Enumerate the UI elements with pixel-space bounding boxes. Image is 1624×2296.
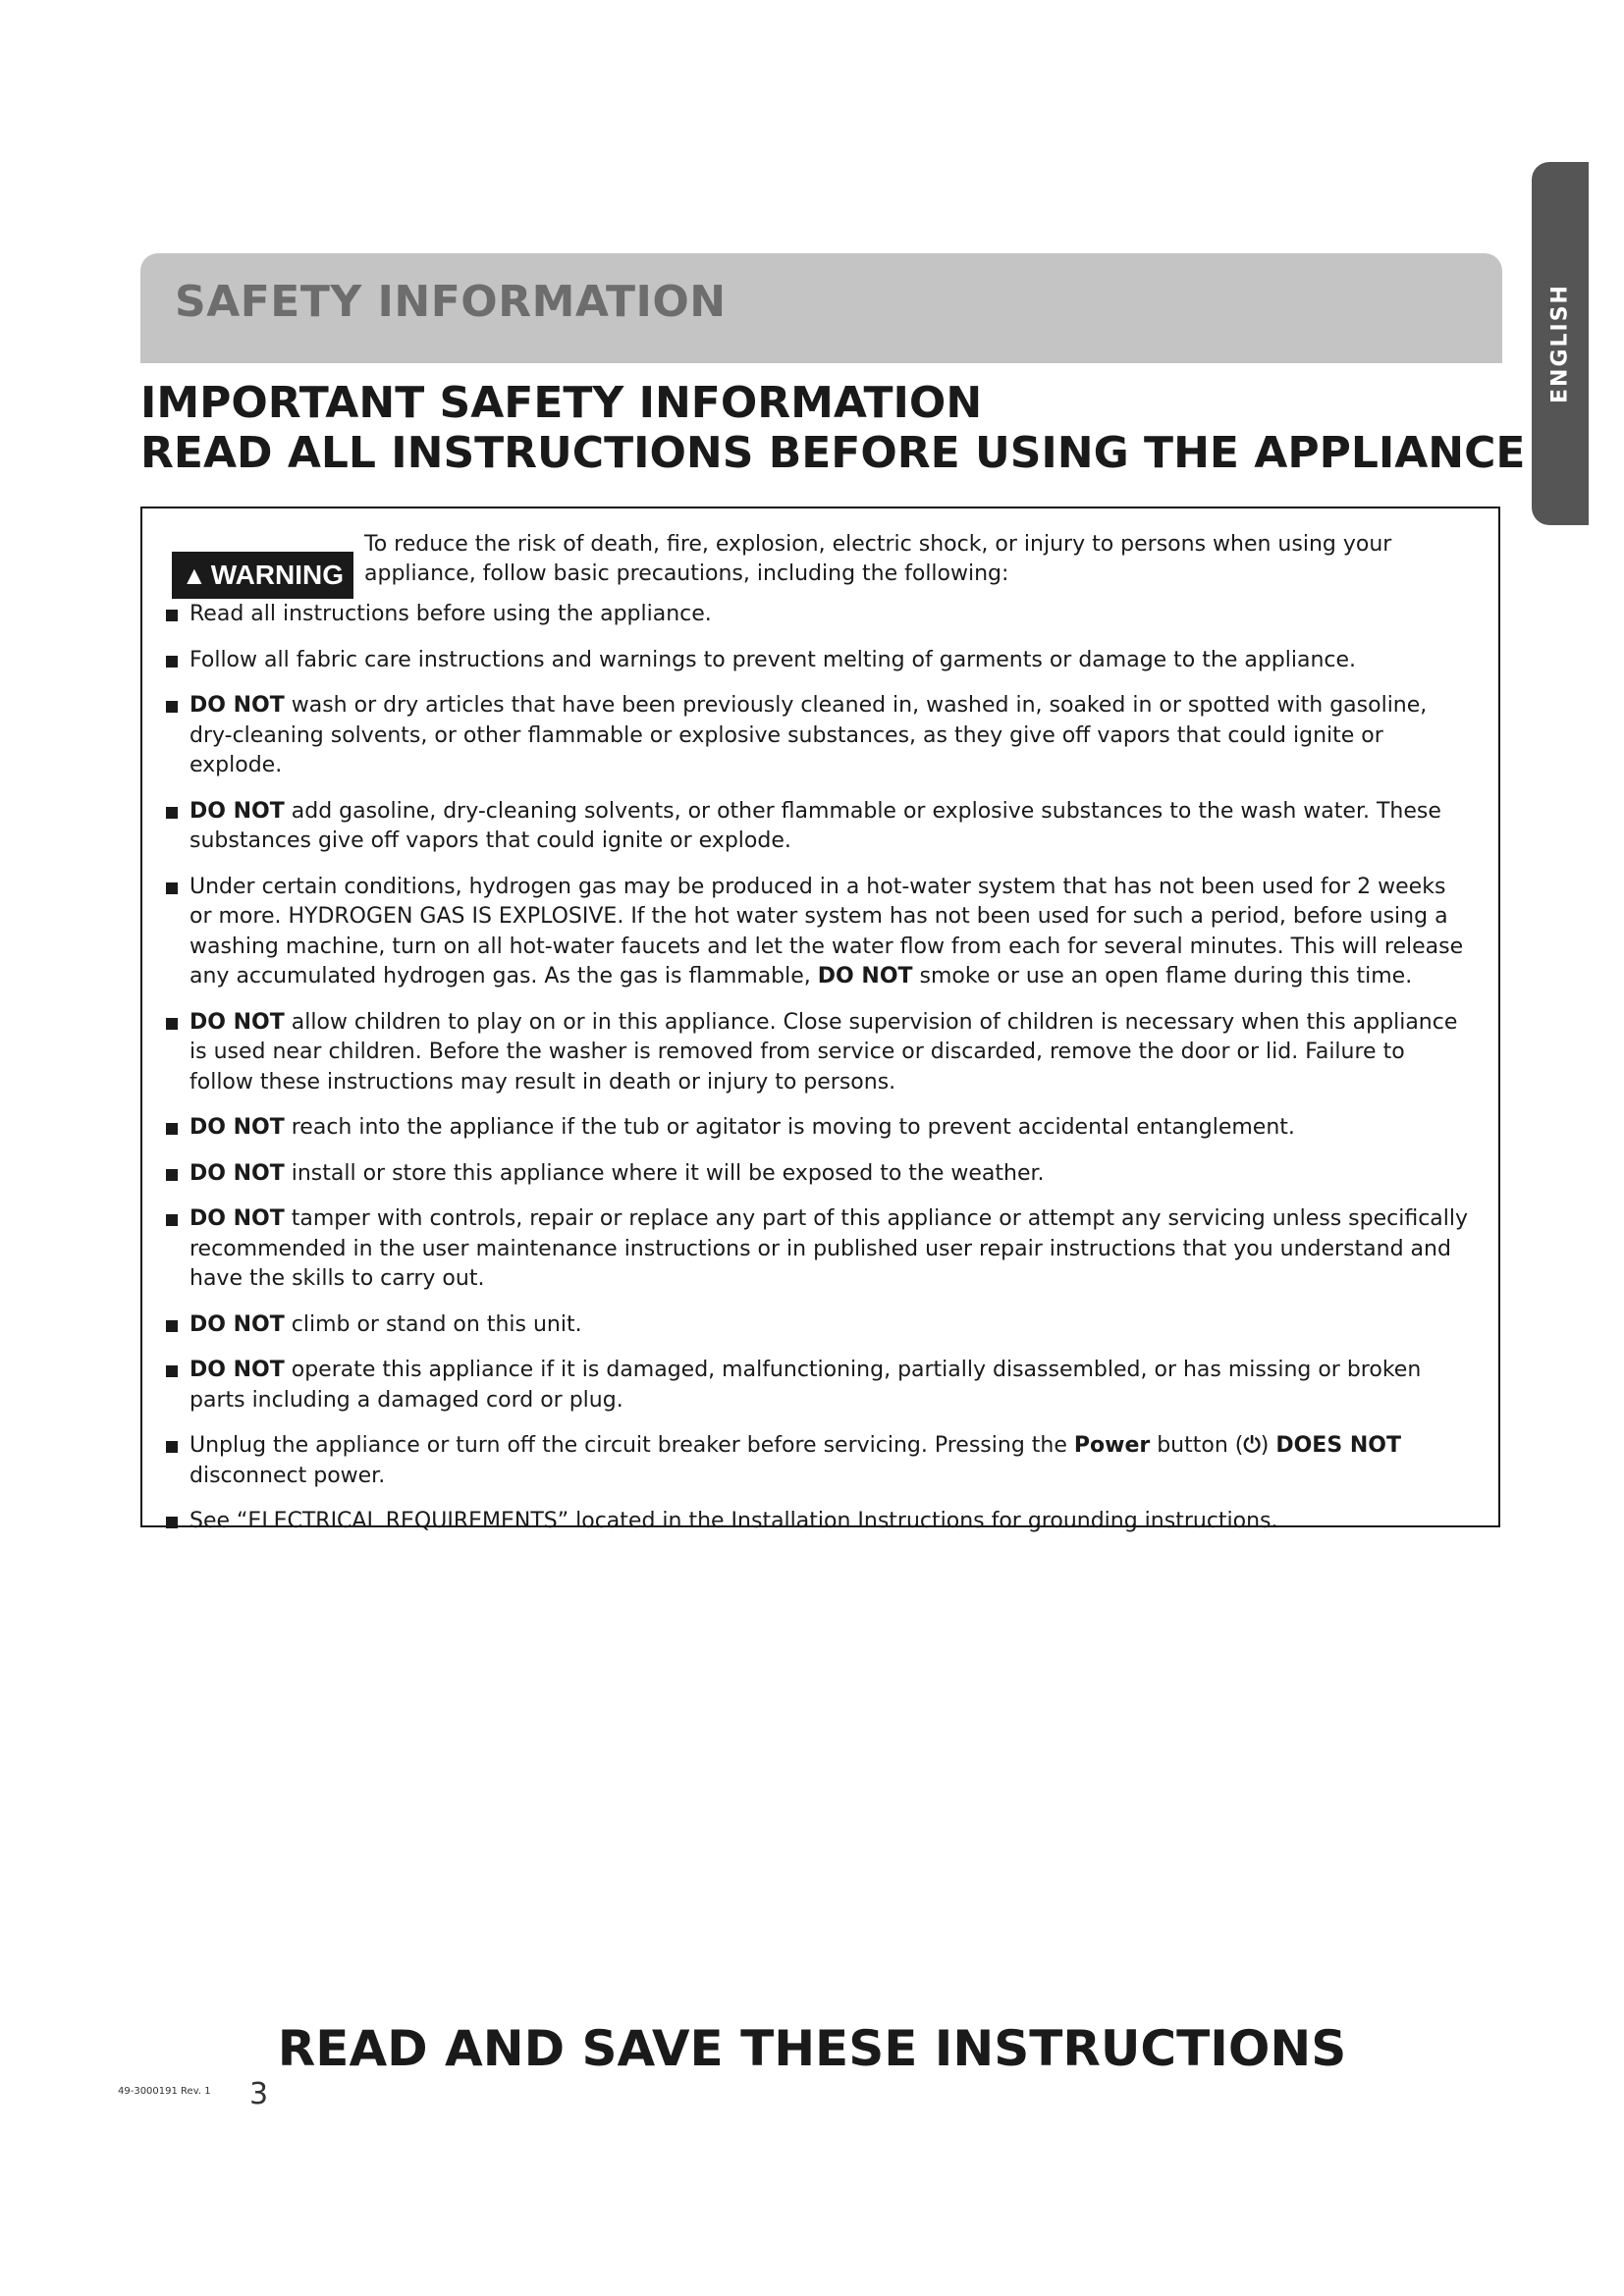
list-item: DO NOT reach into the appliance if the tub or agitator is moving to prevent accidental entanglement. [166, 1113, 1472, 1144]
list-item: DO NOT wash or dry articles that have been previously cleaned in, washed in, soaked in or spotted with gasoline, dry-cleaning solvents, or other flammable or explosive substances, as they give off vapors that could ignite or explode. [166, 691, 1472, 781]
document-number: 49-3000191 Rev. 1 [118, 2086, 211, 2097]
list-item: DO NOT allow children to play on or in this appliance. Close supervision of children is necessary when this appliance is used near children. Before the washer is removed from service or discarded, remove the door or lid. Failure to follow these instructions may result in death or injury to persons. [166, 1008, 1472, 1098]
page-title: IMPORTANT SAFETY INFORMATION [140, 378, 983, 428]
bullet-icon [166, 882, 178, 894]
bullet-icon [166, 610, 178, 621]
list-item: DO NOT add gasoline, dry-cleaning solvents, or other flammable or explosive substances to the wash water. These substances give off vapors that could ignite or explode. [166, 797, 1472, 857]
list-item: DO NOT tamper with controls, repair or replace any part of this appliance or attempt any servicing unless specifically recommended in the user maintenance instructions or in published user repair instructions that you understand and have the skills to carry out. [166, 1204, 1472, 1295]
safety-box [140, 507, 1500, 1533]
page-subtitle: READ ALL INSTRUCTIONS BEFORE USING THE APPLIANCE [140, 428, 1526, 478]
warning-triangle-icon: ▲ [181, 561, 207, 590]
list-item: Read all instructions before using the appliance. [166, 600, 1472, 630]
bullet-icon [166, 1320, 178, 1332]
bullet-icon [166, 1169, 178, 1181]
page-number: 3 [249, 2077, 269, 2111]
bullet-icon [166, 1018, 178, 1030]
power-icon: ⏻ [1243, 1433, 1261, 1458]
warning-badge-label: WARNING [210, 560, 345, 590]
bullet-icon [166, 1365, 178, 1377]
bullet-icon [166, 1441, 178, 1453]
bullet-icon [166, 656, 178, 667]
warning-badge [172, 552, 353, 599]
bullet-icon [166, 1123, 178, 1135]
section-title: SAFETY INFORMATION [175, 277, 727, 327]
list-item: Follow all fabric care instructions and warnings to prevent melting of garments or damage to the appliance. [166, 646, 1472, 676]
list-item: DO NOT install or store this appliance where it will be exposed to the weather. [166, 1159, 1472, 1190]
footer-title: READ AND SAVE THESE INSTRUCTIONS [277, 2020, 1347, 2077]
section-header-bar [140, 253, 1502, 363]
safety-list [166, 600, 1472, 1553]
list-item-electrical: See “ELECTRICAL REQUIREMENTS” located in the Installation Instructions for grounding instructions. [166, 1507, 1472, 1537]
language-tab-label: ENGLISH [1547, 284, 1573, 403]
bullet-icon [166, 1214, 178, 1226]
list-item: DO NOT operate this appliance if it is damaged, malfunctioning, partially disassembled, or has missing or broken parts including a damaged cord or plug. [166, 1356, 1472, 1415]
bullet-icon [166, 807, 178, 819]
bullet-icon [166, 701, 178, 713]
language-tab[interactable] [1532, 162, 1589, 525]
list-item: DO NOT climb or stand on this unit. [166, 1310, 1472, 1341]
bullet-icon [166, 1517, 178, 1528]
warning-text: To reduce the risk of death, fire, explosion, electric shock, or injury to persons when using your appliance, follow basic precautions, including the following: [364, 532, 1392, 586]
list-item-power: Unplug the appliance or turn off the circuit breaker before servicing. Pressing the Power button (⏻) DOES NOT disconnect power. [166, 1431, 1472, 1491]
list-item: Under certain conditions, hydrogen gas may be produced in a hot-water system that has not been used for 2 weeks or more. HYDROGEN GAS IS EXPLOSIVE. If the hot water system has not been used for such a period, before using a washing machine, turn on all hot-water faucets and let the water flow from each for several minutes. This will release any accumulated hydrogen gas. As the gas is flammable, DO NOT smoke or use an open flame during this time. [166, 873, 1472, 992]
